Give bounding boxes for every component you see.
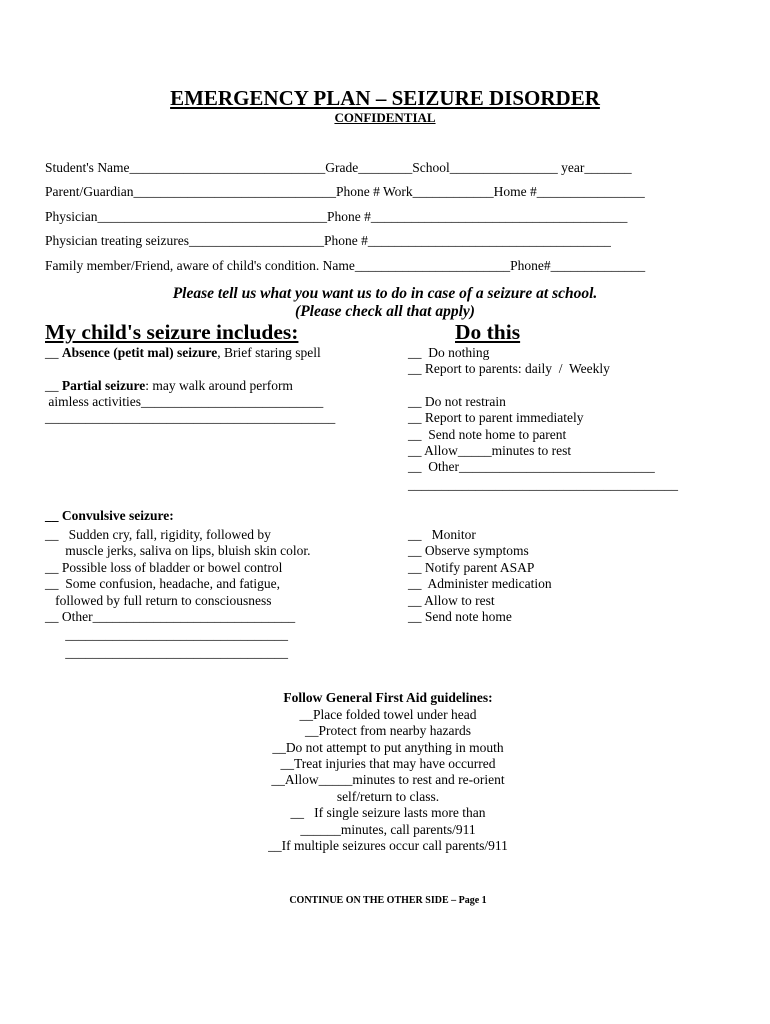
absence-checkbox-blank: __ [45, 345, 62, 360]
convulsive-symptom: muscle jerks, saliva on lips, bluish skin color. [45, 543, 311, 558]
notify-parent-option: __ Notify parent ASAP [408, 560, 535, 575]
absence-seizure-item [45, 345, 321, 361]
instructions-line-2: (Please check all that apply) [295, 303, 475, 320]
convulsive-symptom: __ Possible loss of bladder or bowel control [45, 560, 283, 575]
confidential-label: CONFIDENTIAL [334, 110, 436, 125]
instructions-line-1: Please tell us what you want us to do in case of a seizure at school. [172, 285, 598, 302]
seizure-includes-heading: My child's seizure includes: [45, 320, 299, 344]
first-aid-heading: Follow General First Aid guidelines: [283, 690, 493, 705]
other-option: __ Other_____________________________ [408, 459, 655, 474]
partial-seizure-line-2: aimless activities___________________________ [45, 394, 324, 409]
absence-seizure-label: Absence (petit mal) seizure [61, 345, 218, 360]
convulsive-other-line: _________________________________ [45, 645, 288, 660]
administer-medication-option: __ Administer medication [408, 576, 552, 591]
partial-seizure-label: Partial seizure [61, 378, 146, 393]
page-footer: CONTINUE ON THE OTHER SIDE – Page 1 [289, 895, 487, 906]
convulsive-symptom: __ Some confusion, headache, and fatigue, [45, 576, 281, 591]
partial-seizure-desc: : may walk around perform [145, 378, 293, 393]
allow-rest-option: __ Allow to rest [408, 593, 495, 608]
report-immediately-option: __ Report to parent immediately [408, 410, 584, 425]
send-note-home-option: __ Send note home [408, 609, 512, 624]
first-aid-item: ______minutes, call parents/911 [300, 822, 476, 837]
family-contact-line: Family member/Friend, aware of child's condition. Name_______________________Phone#______________ [45, 258, 646, 273]
student-info-line: Student's Name_____________________________Grade________School________________ year_______ [45, 160, 632, 175]
observe-symptoms-option: __ Observe symptoms [408, 543, 529, 558]
send-note-option: __ Send note home to parent [408, 427, 567, 442]
convulsive-other-line: _________________________________ [45, 627, 288, 642]
other-option-line-2: ________________________________________ [408, 477, 678, 492]
partial-seizure-item [45, 378, 293, 394]
first-aid-item: __Place folded towel under head [299, 707, 477, 722]
partial-checkbox-blank: __ [45, 378, 62, 393]
do-this-heading: Do this [455, 320, 521, 344]
form-title: EMERGENCY PLAN – SEIZURE DISORDER [170, 86, 600, 110]
convulsive-symptom: __ Sudden cry, fall, rigidity, followed by [45, 527, 271, 542]
convulsive-other: __ Other______________________________ [45, 609, 296, 624]
allow-rest-option: __ Allow_____minutes to rest [408, 443, 572, 458]
first-aid-item: __If multiple seizures occur call parents/911 [268, 838, 508, 853]
first-aid-item: __Allow_____minutes to rest and re-orient [271, 772, 505, 787]
treating-physician-line: Physician treating seizures____________________Phone #____________________________________ [45, 233, 611, 248]
parent-info-line: Parent/Guardian______________________________Phone # Work____________Home #________________ [45, 184, 645, 199]
first-aid-item: __Protect from nearby hazards [304, 723, 472, 738]
report-parents-option: __ Report to parents: daily / Weekly [408, 361, 610, 376]
do-not-restrain-option: __ Do not restrain [408, 394, 506, 409]
convulsive-seizure-heading: __ Convulsive seizure: [45, 508, 174, 523]
absence-seizure-desc: , Brief staring spell [217, 345, 321, 360]
do-nothing-option: __ Do nothing [408, 345, 490, 360]
first-aid-item: __Treat injuries that may have occurred [280, 756, 496, 771]
convulsive-symptom: followed by full return to consciousness [45, 593, 272, 608]
monitor-option: __ Monitor [408, 527, 476, 542]
first-aid-item: self/return to class. [336, 789, 440, 804]
first-aid-item: __ If single seizure lasts more than [290, 805, 486, 820]
physician-info-line: Physician__________________________________Phone #______________________________________ [45, 209, 628, 224]
partial-seizure-line-3: ___________________________________________ [45, 410, 336, 425]
first-aid-item: __Do not attempt to put anything in mouth [272, 740, 504, 755]
